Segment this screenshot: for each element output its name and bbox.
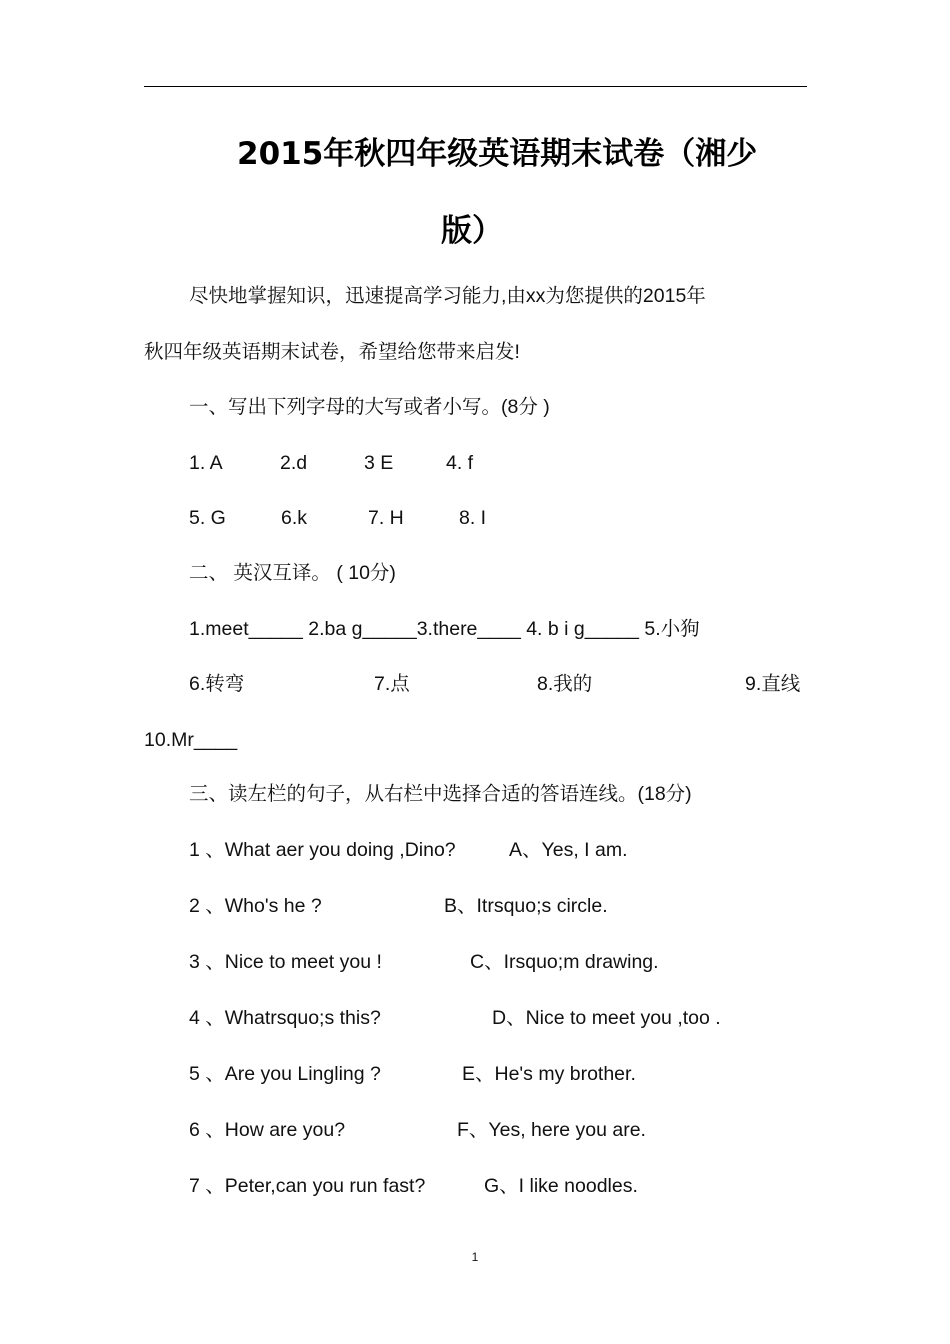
section1-heading: 一、写出下列字母的大写或者小写。(8分 ) [189, 396, 550, 418]
section3-heading: 三、读左栏的句子，从右栏中选择合适的答语连线。(18分) [189, 783, 692, 805]
letter-item: 7. H [368, 507, 404, 529]
match-question: 5 、Are you Lingling ? [189, 1063, 381, 1085]
translate-item: 6.转弯 [189, 673, 245, 695]
title-line-1: 2015年秋四年级英语期末试卷（湘少 [237, 136, 758, 172]
letter-item: 3 E [364, 452, 394, 474]
translate-item: 7.点 [374, 673, 410, 695]
match-answer: G、I like noodles. [484, 1175, 638, 1197]
letter-item: 5. G [189, 507, 226, 529]
match-answer: B、Itrsquo;s circle. [444, 895, 608, 917]
match-question: 2 、Who's he ? [189, 895, 322, 917]
intro-line-2: 秋四年级英语期末试卷，希望给您带来启发! [144, 341, 520, 363]
match-answer: F、Yes, here you are. [457, 1119, 646, 1141]
title-line-2: 版） [441, 213, 503, 249]
match-question: 6 、How are you? [189, 1119, 346, 1141]
header-rule [144, 86, 807, 87]
intro-line-1: 尽快地掌握知识，迅速提高学习能力,由xx为您提供的2015年 [189, 285, 706, 307]
letter-item: 8. I [459, 507, 487, 529]
match-answer: C、Irsquo;m drawing. [470, 951, 659, 973]
section2-heading: 二、 英汉互译。 ( 10分) [189, 562, 396, 584]
letter-item: 2.d [280, 452, 308, 474]
match-question: 1 、What aer you doing ,Dino? [189, 839, 456, 861]
match-answer: A、Yes, I am. [509, 839, 628, 861]
letter-item: 4. f [446, 452, 474, 474]
section2-row-1: 1.meet_____ 2.ba g_____3.there____ 4. b i g_____ 5.小狗 [189, 618, 700, 640]
page-number: 1 [471, 1250, 479, 1264]
match-question: 7 、Peter,can you run fast? [189, 1175, 426, 1197]
section2-row-3: 10.Mr____ [144, 729, 238, 751]
translate-item: 9.直线 [745, 673, 801, 695]
letter-item: 6.k [281, 507, 308, 529]
match-answer: E、He's my brother. [462, 1063, 636, 1085]
match-question: 4 、Whatrsquo;s this? [189, 1007, 381, 1029]
match-answer: D、Nice to meet you ,too . [492, 1007, 721, 1029]
match-question: 3 、Nice to meet you ! [189, 951, 382, 973]
translate-item: 8.我的 [537, 673, 593, 695]
letter-item: 1. A [189, 452, 223, 474]
